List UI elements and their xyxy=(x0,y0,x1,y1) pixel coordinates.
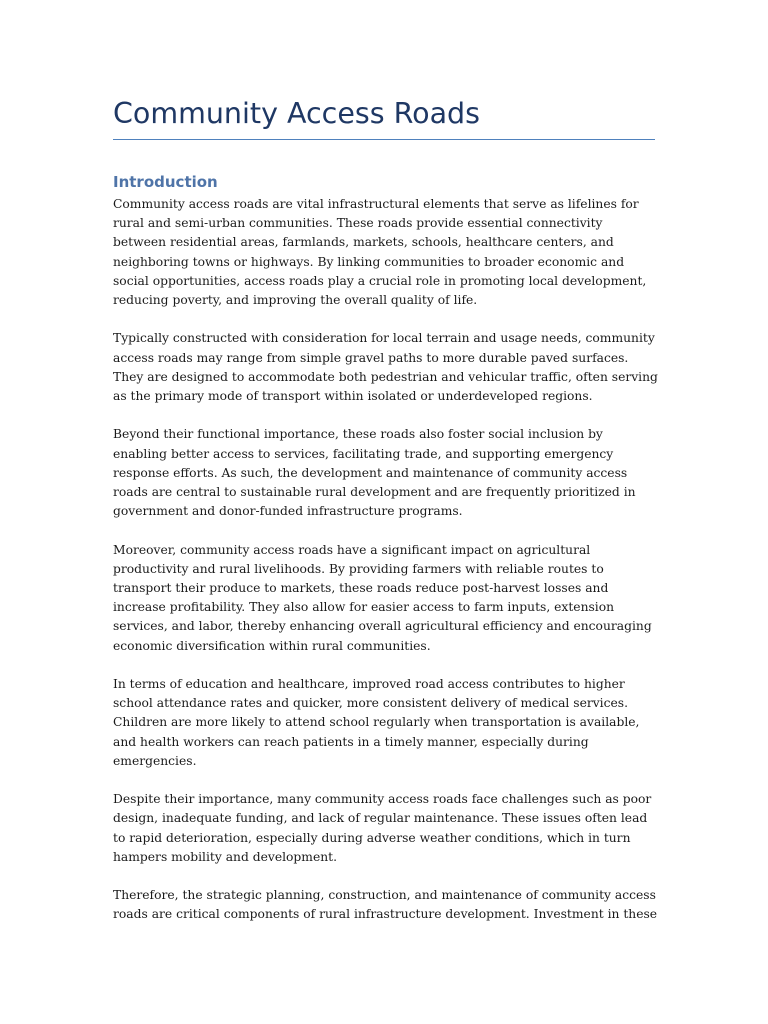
title-underline xyxy=(113,139,655,140)
paragraph: Despite their importance, many community access roads face challenges such as poor design, inadequate funding, and lack of regular maintenance. These issues often lead to rapid deterioration, especially during adverse weather conditions, which in turn hampers mobility and development. xyxy=(113,792,652,864)
section-heading-introduction: Introduction xyxy=(113,173,218,191)
paragraph: Moreover, community access roads have a significant impact on agricultural productivity and rural livelihoods. By providing farmers with reliable routes to transport their produce to markets, these roads reduce post-harvest losses and increase profitability. They also allow for easier access to farm inputs, extension services, and labor, thereby enhancing overall agricultural efficiency and encouraging economic diversification within rural communities. xyxy=(113,542,652,653)
paragraph: Therefore, the strategic planning, construction, and maintenance of community access roads are critical components of rural infrastructure development. Investment in these xyxy=(113,888,658,922)
document-title: Community Access Roads xyxy=(113,97,480,130)
paragraph: Community access roads are vital infrastructural elements that serve as lifelines for rural and semi-urban communities. These roads provide essential connectivity between residential areas, farmlands, markets, schools, healthcare centers, and neighboring towns or highways. By linking communities to broader economic and social opportunities, access roads play a crucial role in promoting local development, reducing poverty, and improving the overall quality of life. xyxy=(113,197,647,308)
paragraph: In terms of education and healthcare, improved road access contributes to higher school attendance rates and quicker, more consistent delivery of medical services. Children are more likely to attend school regularly when transportation is available, and health workers can reach patients in a timely manner, especially during emergencies. xyxy=(113,677,640,768)
paragraph: Typically constructed with consideration for local terrain and usage needs, community access roads may range from simple gravel paths to more durable paved surfaces. They are designed to accommodate both pedestrian and vehicular traffic, often serving as the primary mode of transport within isolated or underdeveloped regions. xyxy=(113,331,658,404)
section-body-introduction xyxy=(113,195,659,944)
paragraph: Beyond their functional importance, these roads also foster social inclusion by enabling better access to services, facilitating trade, and supporting emergency response efforts. As such, the development and maintenance of community access roads are central to sustainable rural development and are frequently prioritized in government and donor-funded infrastructure programs. xyxy=(113,427,636,519)
